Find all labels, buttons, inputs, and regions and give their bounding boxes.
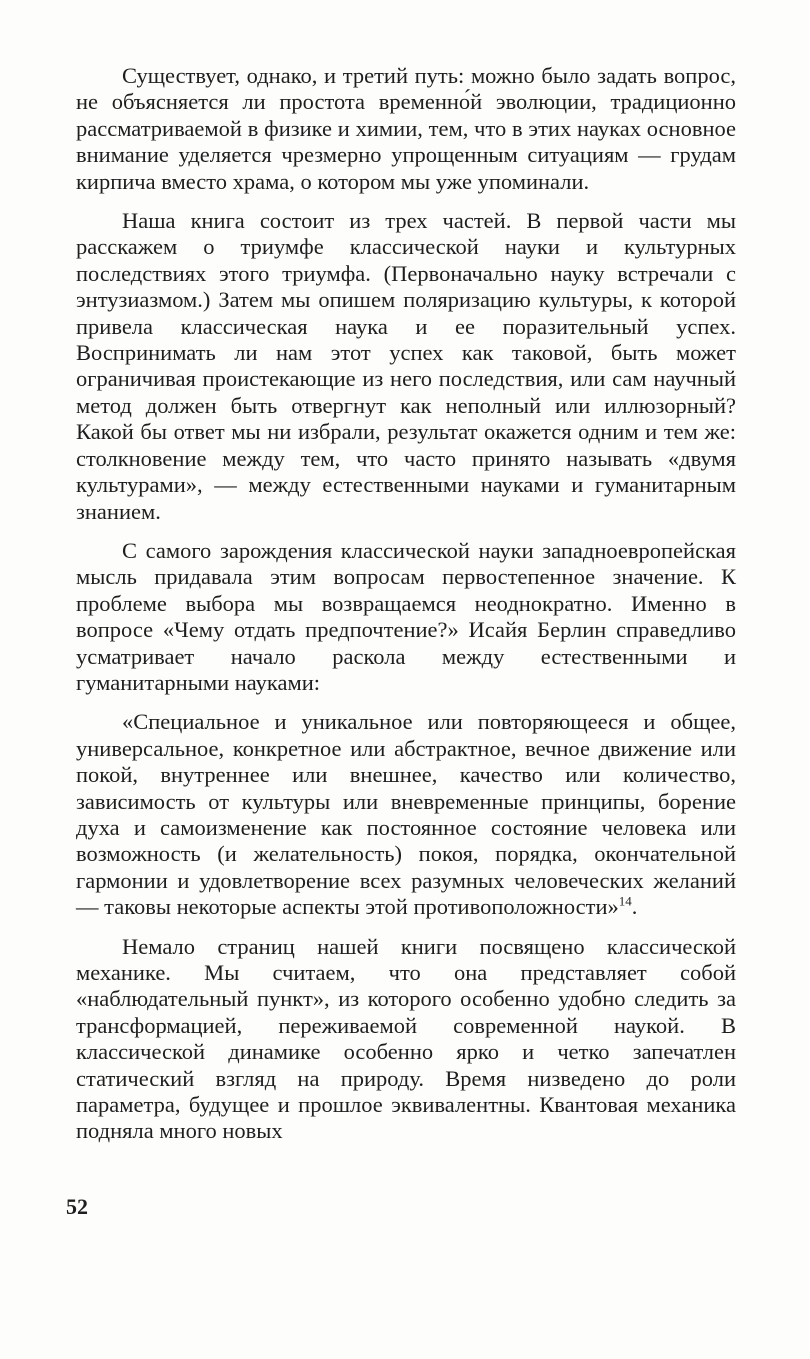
quote-text: «Специальное и уникальное или повторяющееся и общее, универсальное, конкретное или абстрактное, вечное движение или покой, внутреннее или внешнее, качество или количество, зависимость от культуры или вневременные принципы, борение духа и самоизменение как постоянное состояние человека или возможность (и желательность) покоя, порядка, окончательной гармонии и удовлетворение всех разумных человеческих желаний — таковы некоторые аспекты этой противоположности»	[76, 709, 736, 920]
berlin-quote	[76, 709, 736, 920]
body-text	[76, 63, 736, 1145]
paragraph-third-path: Существует, однако, и третий путь: можно было задать вопрос, не объясняется ли простота временно́й эволюции, традиционно рассматриваемой в физике и химии, тем, что в этих науках основное внимание уделяется чрезмерно упрощенным ситуациям — грудам кирпича вместо храма, о котором мы уже упоминали.	[76, 63, 736, 194]
quote-end: .	[631, 894, 638, 920]
paragraph-western-thought: С самого зарождения классической науки западноевропейская мысль придавала этим вопросам первостепенное значение. К проблеме выбора мы возвращаемся неоднократно. Именно в вопросе «Чему отдать предпочтение?» Исайя Берлин справедливо усматривает начало раскола между естественными и гуманитарными науками:	[76, 537, 736, 695]
footnote-marker: 14	[618, 893, 632, 909]
paragraph-classical-mechanics: Немало страниц нашей книги посвящено классической механике. Мы считаем, что она представляет собой «наблюдательный пункт», из которого особенно удобно следить за трансформацией, переживаемой современной наукой. В классической динамике особенно ярко и четко запечатлен статический взгляд на природу. Время низведено до роли параметра, будущее и прошлое эквивалентны. Квантовая механика подняла много новых	[76, 933, 736, 1144]
paragraph-book-structure: Наша книга состоит из трех частей. В первой части мы расскажем о триумфе классической науки и культурных последствиях этого триумфа. (Первоначально науку встречали с энтузиазмом.) Затем мы опишем поляризацию культуры, к которой привела классическая наука и ее поразительный успех. Воспринимать ли нам этот успех как таковой, быть может ограничивая проистекающие из него последствия, или сам научный метод должен быть отвергнут как неполный или иллюзорный? Какой бы ответ мы ни избрали, результат окажется одним и тем же: столкновение между тем, что часто принято называть «двумя культурами», — между естественными науками и гуманитарным знанием.	[76, 208, 736, 524]
page-number: 52	[66, 1194, 88, 1219]
